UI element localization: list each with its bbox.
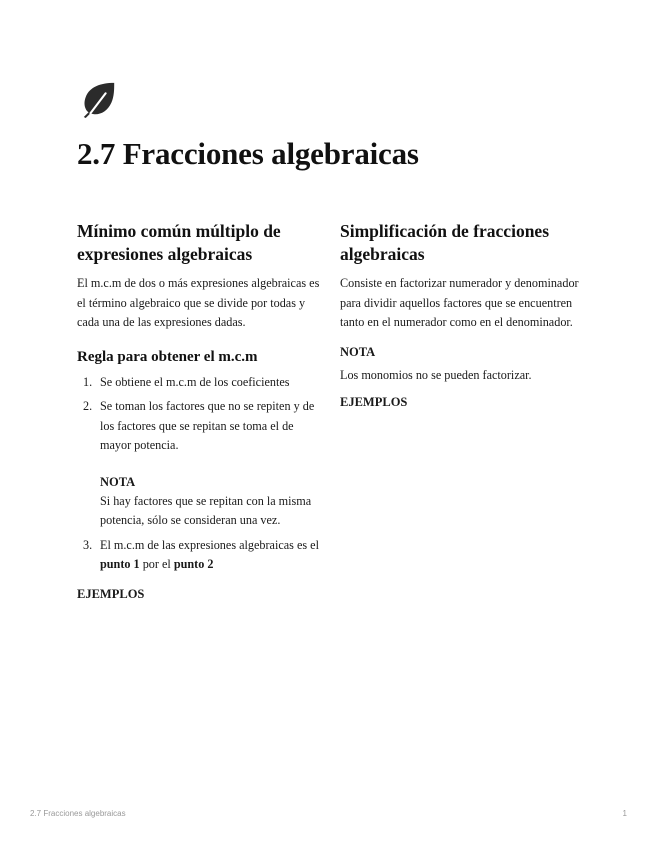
list-item [77,373,320,393]
section-heading-mcm: Mínimo común múltiplo de expresiones algebraicas [77,221,281,264]
simplificacion-intro: Consiste en factorizar numerador y denominador para dividir aquellos factores que se encuentren tanto en el numerador como en el denominador. [340,276,579,329]
leaf-icon [80,80,118,118]
left-column [77,220,320,604]
footer-section-label: 2.7 Fracciones algebraicas [30,809,126,818]
note-text: Los monomios no se pueden factorizar. [340,367,532,382]
note-block [100,473,320,531]
page-title: 2.7 Fracciones algebraicas [77,136,419,171]
step-text: Se obtiene el m.c.m de los coeficientes [100,374,290,389]
rule-heading: Regla para obtener el m.c.m [77,348,258,365]
examples-label: EJEMPLOS [77,586,145,601]
step-text: El m.c.m de las expresiones algebraicas es el [100,537,319,552]
rule-steps [77,373,320,575]
step-text: por el [139,557,174,571]
mcm-intro: El m.c.m de dos o más expresiones algebraicas es el término algebraico que se divide por todas y cada una de las expresiones dadas. [77,276,320,329]
section-heading-simplificacion: Simplificación de fracciones algebraicas [340,221,550,264]
list-item [77,397,320,531]
step-number: 1. [83,374,93,389]
note-text: Si hay factores que se repitan con la misma potencia, sólo se consideran una vez. [100,493,312,527]
list-item [77,536,320,575]
step-bold: punto 1 [100,557,140,571]
step-number: 2. [83,399,93,413]
examples-label: EJEMPLOS [340,395,408,409]
page-number: 1 [622,809,627,818]
right-column [340,220,580,412]
step-text: Se toman los factores que no se repiten y de los factores que se repitan se toma el de mayor potencia. [100,399,315,452]
step-bold: punto 2 [173,557,214,571]
note-title: NOTA [100,474,136,489]
note-title: NOTA [340,344,376,359]
step-number: 3. [83,537,93,552]
